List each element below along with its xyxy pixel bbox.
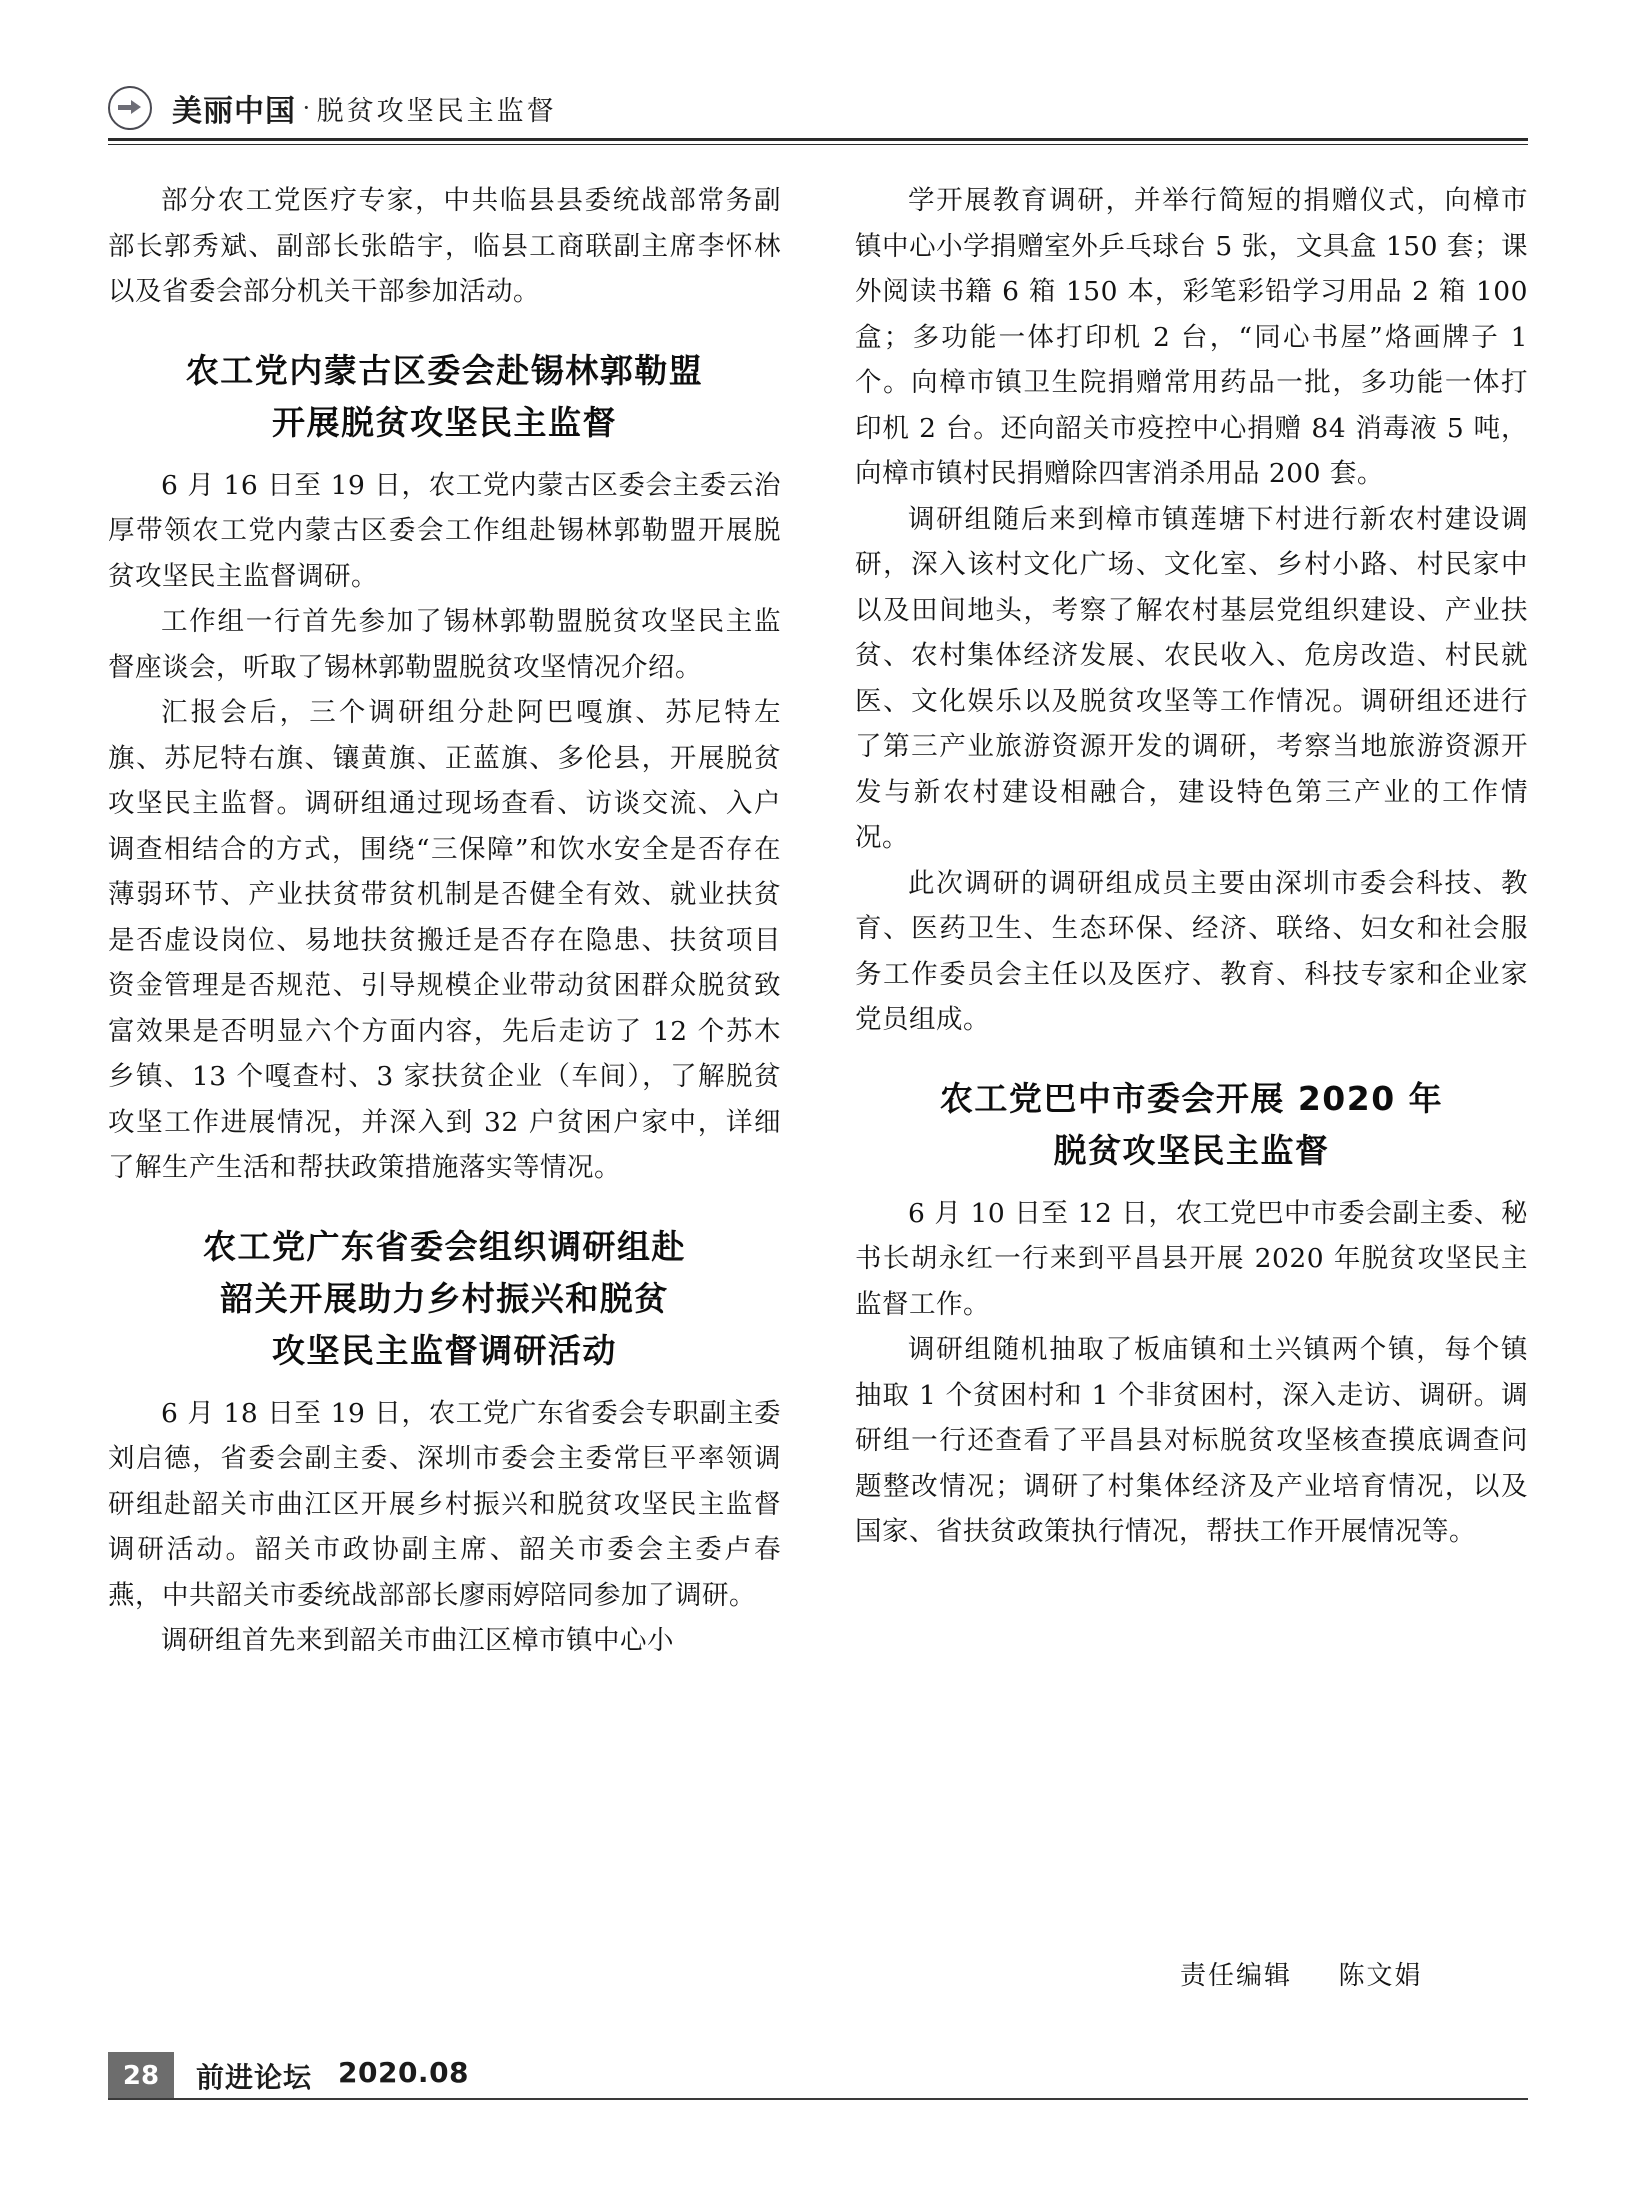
heading-line: 开展脱贫攻坚民主监督 (272, 402, 617, 442)
page-number-badge: 28 (108, 2052, 174, 2100)
article-heading-bazhong (855, 1073, 1528, 1177)
paragraph: 调研组随后来到樟市镇莲塘下村进行新农村建设调研，深入该村文化广场、文化室、乡村小路、村民家中以及田间地头，考察了解农村基层党组织建设、产业扶贫、农村集体经济发展、农民收入、危房改造、村民就医、文化娱乐以及脱贫攻坚等工作情况。调研组还进行了第三产业旅游资源开发的调研，考察当地旅游资源开发与新农村建设相融合，建设特色第三产业的工作情况。 (855, 503, 1528, 853)
running-head-subtitle: 脱贫攻坚民主监督 (316, 95, 557, 127)
heading-line: 农工党巴中市委会开展 2020 年 (939, 1078, 1444, 1118)
running-head (108, 78, 1528, 138)
paragraph: 调研组首先来到韶关市曲江区樟市镇中心小 (161, 1625, 674, 1656)
running-head-separator: · (302, 93, 311, 122)
editor-credit (1180, 1955, 1423, 1992)
journal-name: 前进论坛 (196, 2061, 313, 2094)
right-column (855, 178, 1528, 1978)
footer-rule (108, 2098, 1528, 2100)
paragraph: 调研组随机抽取了板庙镇和土兴镇两个镇，每个镇抽取 1 个贫困村和 1 个非贫困村，深入走访、调研。调研组一行还查看了平昌县对标脱贫攻坚核查摸底调查问题整改情况；调研了村集体经济及产业培育情况，以及国家、省扶贫政策执行情况，帮扶工作开展情况等。 (855, 1334, 1528, 1547)
left-column (108, 178, 781, 1978)
heading-line: 攻坚民主监督调研活动 (272, 1330, 617, 1370)
paragraph: 部分农工党医疗专家，中共临县县委统战部常务副部长郭秀斌、副部长张皓宇，临县工商联副主席李怀林以及省委会部分机关干部参加活动。 (108, 185, 781, 307)
header-rule-thin (108, 144, 1528, 145)
paragraph: 汇报会后，三个调研组分赴阿巴嘎旗、苏尼特左旗、苏尼特右旗、镶黄旗、正蓝旗、多伦县，开展脱贫攻坚民主监督。调研组通过现场查看、访谈交流、入户调查相结合的方式，围绕“三保障”和饮水安全是否存在薄弱环节、产业扶贫带贫机制是否健全有效、就业扶贫是否虚设岗位、易地扶贫搬迁是否存在隐患、扶贫项目资金管理是否规范、引导规模企业带动贫困群众脱贫致富效果是否明显六个方面内容，先后走访了 12 个苏木乡镇、13 个嘎查村、3 家扶贫企业（车间），了解脱贫攻坚工作进展情况，并深入到 32 户贫困户家中，详细了解生产生活和帮扶政策措施落实等情况。 (108, 697, 781, 1183)
paragraph: 工作组一行首先参加了锡林郭勒盟脱贫攻坚民主监督座谈会，听取了锡林郭勒盟脱贫攻坚情况介绍。 (108, 606, 781, 683)
heading-line: 农工党内蒙古区委会赴锡林郭勒盟 (185, 350, 704, 390)
heading-line: 韶关开展助力乡村振兴和脱贫 (220, 1278, 669, 1318)
paragraph: 6 月 16 日至 19 日，农工党内蒙古区委会主委云治厚带领农工党内蒙古区委会工作组赴锡林郭勒盟开展脱贫攻坚民主监督调研。 (108, 469, 781, 592)
running-head-title: 美丽中国 (172, 94, 296, 129)
paragraph: 此次调研的调研组成员主要由深圳市委会科技、教育、医药卫生、生态环保、经济、联络、妇女和社会服务工作委员会主任以及医疗、教育、科技专家和企业家党员组成。 (855, 867, 1528, 1035)
article-heading-inner-mongolia (108, 345, 781, 449)
paragraph: 学开展教育调研，并举行简短的捐赠仪式，向樟市镇中心小学捐赠室外乒乓球台 5 张，文具盒 150 套；课外阅读书籍 6 箱 150 本，彩笔彩铅学习用品 2 箱 100 盒；多功能一体打印机 2 台，“同心书屋”烙画牌子 1 个。向樟市镇卫生院捐赠常用药品一批，多功能一体打印机 2 台。还向韶关市疫控中心捐赠 84 消毒液 5 吨，向樟市镇村民捐赠除四害消杀用品 200 套。 (855, 185, 1528, 489)
arrow-circle-right-icon (108, 86, 152, 130)
header-rule-thick (108, 138, 1528, 141)
editor-credit-label: 责任编辑 (1180, 1961, 1293, 1991)
page-footer (108, 2052, 1528, 2104)
paragraph: 6 月 10 日至 12 日，农工党巴中市委会副主委、秘书长胡永红一行来到平昌县开展 2020 年脱贫攻坚民主监督工作。 (855, 1197, 1528, 1320)
editor-credit-name: 陈文娟 (1338, 1961, 1423, 1991)
heading-line: 农工党广东省委会组织调研组赴 (203, 1226, 686, 1266)
two-column-layout (108, 178, 1528, 1978)
article-heading-guangdong (108, 1221, 781, 1377)
issue-date: 2020.08 (338, 2056, 470, 2089)
heading-line: 脱贫攻坚民主监督 (1053, 1130, 1330, 1170)
paragraph: 6 月 18 日至 19 日，农工党广东省委会专职副主委刘启德，省委会副主委、深圳市委会主委常巨平率领调研组赴韶关市曲江区开展乡村振兴和脱贫攻坚民主监督调研活动。韶关市政协副主席、韶关市委会主委卢春燕，中共韶关市委统战部部长廖雨婷陪同参加了调研。 (108, 1397, 781, 1611)
